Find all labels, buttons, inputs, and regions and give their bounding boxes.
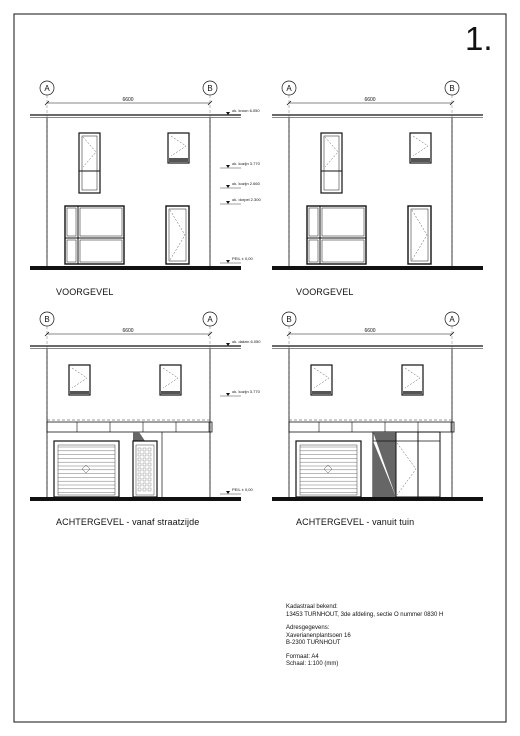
window-sill-shade [403,391,422,394]
annex-roof-band [47,422,212,432]
dimension-value: 6600 [122,97,134,103]
side-door-grille [143,463,146,466]
garage-door-panel [58,445,115,495]
window-opening-symbol [163,368,178,388]
grid-label-right: A [207,315,213,324]
side-door-grille [148,448,151,451]
bay-window-frame [307,206,366,264]
side-door-grille [143,468,146,471]
grid-label-left: B [286,315,292,324]
adres-line-1: Xaverianenplantsoen 16 [286,632,351,639]
front-door-frame [166,206,189,264]
ground-line [272,266,483,270]
garage-door-frame [54,441,119,497]
bay-window-pane [309,240,318,262]
level-marker-2 [226,185,230,188]
window-sill-shade [312,391,331,394]
level-label-0: ok. dakrin 6.050 [232,339,261,344]
front-door-panel [169,209,186,261]
side-door-grille [143,448,146,451]
grid-label-left: B [44,315,50,324]
adres-line-2: B-2300 TURNHOUT [286,640,341,646]
level-marker-1 [226,393,230,396]
level-label-1: ok. kozijn 3.770 [232,161,260,166]
level-marker-1 [226,165,230,168]
sheet-number: 1. [465,20,493,57]
garage-door-panel [300,445,357,495]
side-door-grille [138,473,141,476]
grid-label-left: A [44,84,50,93]
side-door-grille [138,453,141,456]
door-opening-symbol [397,443,416,495]
side-door-panel [136,445,154,495]
level-label-4: PEIL ± 0,00 [232,256,253,261]
elevation-title-rear-street: ACHTERGEVEL - vanaf straatzijde [56,517,200,527]
side-door-grille [138,458,141,461]
side-door-grille [138,468,141,471]
side-door-grille [138,483,141,486]
ground-line [272,497,483,501]
elevation-achtergevel-straatzijde [30,312,261,501]
dimension-value: 6600 [364,328,376,334]
dimension-value: 6600 [364,97,376,103]
window-opening-symbol [171,136,186,156]
side-door-grille [138,478,141,481]
level-label-0: ok. kroon 6.050 [232,108,260,113]
window-opening-symbol [413,136,428,156]
grid-label-left: A [286,84,292,93]
side-wall-shadow [133,432,145,441]
info-block [286,604,443,669]
level-label-2: ok. kozijn 2.660 [232,181,260,186]
elevation-voorgevel-rechts [272,81,483,270]
kadaster-label: Kadastraal bekend: [286,604,338,610]
window-pane [82,136,97,190]
window-sill-shade [169,158,188,162]
upper-window-left [69,365,90,395]
door-opening-symbol [412,210,427,260]
side-door-grille [138,448,141,451]
side-door-grille [143,458,146,461]
kadaster-value: 13453 TURNHOUT, 3de afdeling, sectie O nummer 0830 H [286,611,444,618]
window-opening-symbol [405,368,420,388]
side-door-grille [148,473,151,476]
window-sill-shade [161,391,180,394]
door-opening-symbol [170,210,185,260]
elevation-voorgevel-links [30,81,261,270]
formaat-line: Formaat: A4 [286,653,319,660]
upper-window-left [311,365,332,395]
bay-window-pane [322,240,364,262]
garage-door-frame [296,441,361,497]
elevation-achtergevel-tuin [272,312,483,501]
bay-window-frame [65,206,124,264]
window-opening-symbol [314,368,329,388]
side-door-grille [148,478,151,481]
side-door-grille [138,463,141,466]
dimension-value: 6600 [122,328,134,334]
side-door-grille [143,453,146,456]
grid-label-right: B [449,84,455,93]
level-marker-4 [226,260,230,263]
bay-window-pane [67,208,76,236]
front-door-frame [408,206,431,264]
schaal-line: Schaal: 1:100 (mm) [286,661,339,667]
side-door-grille [143,483,146,486]
level-label-1: ok. kozijn 3.770 [232,389,260,394]
window-pane [324,136,339,190]
side-door-grille [143,488,146,491]
elevation-title-front-right: VOORGEVEL [296,287,354,297]
side-door-grille [148,488,151,491]
garage-door-symbol [324,465,332,473]
elevation-title-rear-garden: ACHTERGEVEL - vanuit tuin [296,517,415,527]
window-opening-symbol [72,368,87,388]
upper-window-right [160,365,181,395]
glass-door-middle [396,432,418,497]
level-label-2: PEIL ± 0,00 [232,487,253,492]
grid-label-right: A [449,315,455,324]
bay-window-pane [80,208,122,236]
side-door-grille [143,473,146,476]
window-opening-symbol [325,137,338,167]
bay-window-pane [67,240,76,262]
side-door-grille [138,488,141,491]
front-door-panel [411,209,428,261]
bay-window-pane [309,208,318,236]
window-sill-shade [70,391,89,394]
grid-label-right: B [207,84,213,93]
side-door-grille [148,453,151,456]
elevation-title-front-left: VOORGEVEL [56,287,114,297]
side-door-grille [148,483,151,486]
garage-door-symbol [82,465,90,473]
bay-window-pane [80,240,122,262]
side-door-grille [148,468,151,471]
level-label-3: ok. dorpel 2.300 [232,197,261,202]
ground-line [30,497,241,501]
side-door-frame [133,441,157,497]
level-marker-3 [226,201,230,204]
annex-roof-band [289,422,454,432]
upper-window-right [402,365,423,395]
adres-label: Adresgegevens: [286,625,330,631]
window-sill-shade [411,158,430,162]
window-opening-symbol [83,137,96,167]
side-door-grille [148,463,151,466]
side-door-grille [148,458,151,461]
side-door-grille [143,478,146,481]
level-marker-2 [226,491,230,494]
glass-door-right [418,432,440,497]
ground-line [30,266,241,270]
bay-window-pane [322,208,364,236]
